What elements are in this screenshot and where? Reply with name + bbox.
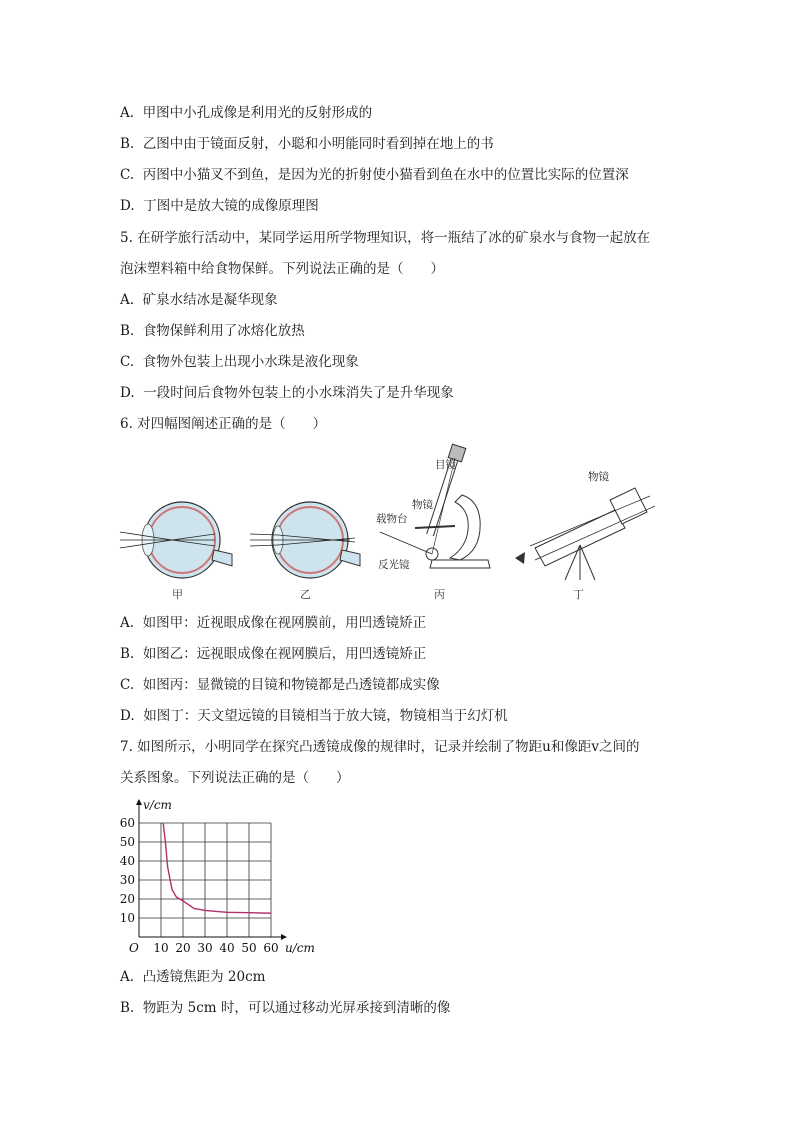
x-tick-label: 50 xyxy=(241,941,257,955)
q6-option-d xyxy=(120,707,508,725)
y-tick-label: 40 xyxy=(119,854,135,868)
option-text: 丙图中小猫叉不到鱼，是因为光的折射使小猫看到鱼在水中的位置比实际的位置深 xyxy=(142,167,629,183)
q4-option-b xyxy=(120,135,494,153)
option-letter: C. xyxy=(120,167,135,183)
option-letter: A. xyxy=(120,615,135,631)
caption-bing: 丙 xyxy=(434,588,445,601)
x-tick-label: 10 xyxy=(153,941,169,955)
x-tick-label: 20 xyxy=(175,941,191,955)
q7-option-b xyxy=(120,999,450,1017)
option-letter: D. xyxy=(120,198,135,214)
q4-option-c xyxy=(120,166,629,184)
option-letter: B. xyxy=(120,1000,135,1016)
y-tick-label: 10 xyxy=(119,911,135,925)
y-axis-label: v/cm xyxy=(143,798,172,812)
x-axis-arrow xyxy=(281,934,287,940)
label-eyepiece: 目镜 xyxy=(435,459,456,471)
chart-series xyxy=(163,823,271,913)
option-text: 矿泉水结冰是凝华现象 xyxy=(142,292,278,308)
y-tick-label: 50 xyxy=(119,835,135,849)
option-text: 如图丁：天文望远镜的目镜相当于放大镜，物镜相当于幻灯机 xyxy=(143,708,508,724)
q6-option-a xyxy=(120,614,426,632)
caption-ding: 丁 xyxy=(573,588,584,601)
q5-option-b xyxy=(120,322,305,340)
option-text: 如图乙：远视眼成像在视网膜后，用凹透镜矫正 xyxy=(142,646,427,662)
option-text: 物距为 5cm 时，可以通过移动光屏承接到清晰的像 xyxy=(142,1000,451,1016)
option-text: 一段时间后食物外包装上的小水珠消失了是升华现象 xyxy=(143,385,454,401)
q7-option-a xyxy=(120,968,265,986)
q7-stem-line2: 关系图象。下列说法正确的是（ ） xyxy=(120,770,350,786)
x-tick-label: 40 xyxy=(219,941,235,955)
eye-figure-jia xyxy=(120,502,232,601)
option-letter: B. xyxy=(120,136,135,152)
label-mirror: 反光镜 xyxy=(378,559,410,571)
option-text: 凸透镜焦距为 20cm xyxy=(142,969,266,985)
q6-option-c xyxy=(120,676,440,694)
chart-axes xyxy=(129,798,315,955)
q4-option-d xyxy=(120,197,319,215)
telescope-figure-ding xyxy=(515,470,655,601)
option-letter: A. xyxy=(120,292,135,308)
eye-figure-yi xyxy=(250,502,360,601)
option-text: 甲图中小孔成像是利用光的反射形成的 xyxy=(142,105,373,121)
q5-stem-line1: 5. 在研学旅行活动中，某同学运用所学物理知识，将一瓶结了冰的矿泉水与食物一起放在 xyxy=(120,230,651,246)
option-letter: C. xyxy=(120,677,135,693)
uv-chart xyxy=(115,795,335,960)
q6-figures xyxy=(110,440,670,605)
label-telescope-objective: 物镜 xyxy=(588,471,609,483)
option-letter: A. xyxy=(120,105,135,121)
chart-grid xyxy=(139,823,271,937)
y-axis-arrow xyxy=(136,799,142,805)
option-letter: D. xyxy=(120,708,135,724)
q7-stem-line1: 7. 如图所示，小明同学在探究凸透镜成像的规律时，记录并绘制了物距u和像距v之间的 xyxy=(120,739,640,755)
q4-option-a xyxy=(120,104,372,122)
option-text: 如图甲：近视眼成像在视网膜前，用凹透镜矫正 xyxy=(142,615,427,631)
option-letter: A. xyxy=(120,969,135,985)
microscope-figure-bing xyxy=(376,444,490,601)
x-axis-label: u/cm xyxy=(285,941,315,955)
option-letter: D. xyxy=(120,385,135,401)
q6-stem: 6. 对四幅图阐述正确的是（ ） xyxy=(120,416,327,432)
x-tick-label: 30 xyxy=(197,941,213,955)
option-letter: B. xyxy=(120,323,135,339)
origin-label: O xyxy=(129,941,139,955)
caption-yi: 乙 xyxy=(300,588,311,601)
q5-stem-line2: 泡沫塑料箱中给食物保鲜。下列说法正确的是（ ） xyxy=(120,261,444,277)
option-text: 食物外包装上出现小水珠是液化现象 xyxy=(142,354,359,370)
caption-jia: 甲 xyxy=(172,588,183,601)
q5-option-a xyxy=(120,291,278,309)
chart-ticks xyxy=(120,816,279,955)
q6-option-b xyxy=(120,645,426,663)
option-text: 食物保鲜利用了冰熔化放热 xyxy=(142,323,305,339)
q5-option-c xyxy=(120,353,359,371)
y-tick-label: 60 xyxy=(119,816,135,830)
option-text: 乙图中由于镜面反射，小聪和小明能同时看到掉在地上的书 xyxy=(142,136,494,152)
option-text: 如图丙：显微镜的目镜和物镜都是凸透镜都成实像 xyxy=(142,677,440,693)
y-tick-label: 30 xyxy=(119,873,135,887)
option-letter: B. xyxy=(120,646,135,662)
series-line xyxy=(163,823,271,913)
option-text: 丁图中是放大镜的成像原理图 xyxy=(143,198,319,214)
label-stage: 载物台 xyxy=(376,513,408,525)
y-tick-label: 20 xyxy=(119,892,135,906)
label-objective: 物镜 xyxy=(412,499,433,511)
q5-option-d xyxy=(120,384,454,402)
x-tick-label: 60 xyxy=(263,941,279,955)
option-letter: C. xyxy=(120,354,135,370)
